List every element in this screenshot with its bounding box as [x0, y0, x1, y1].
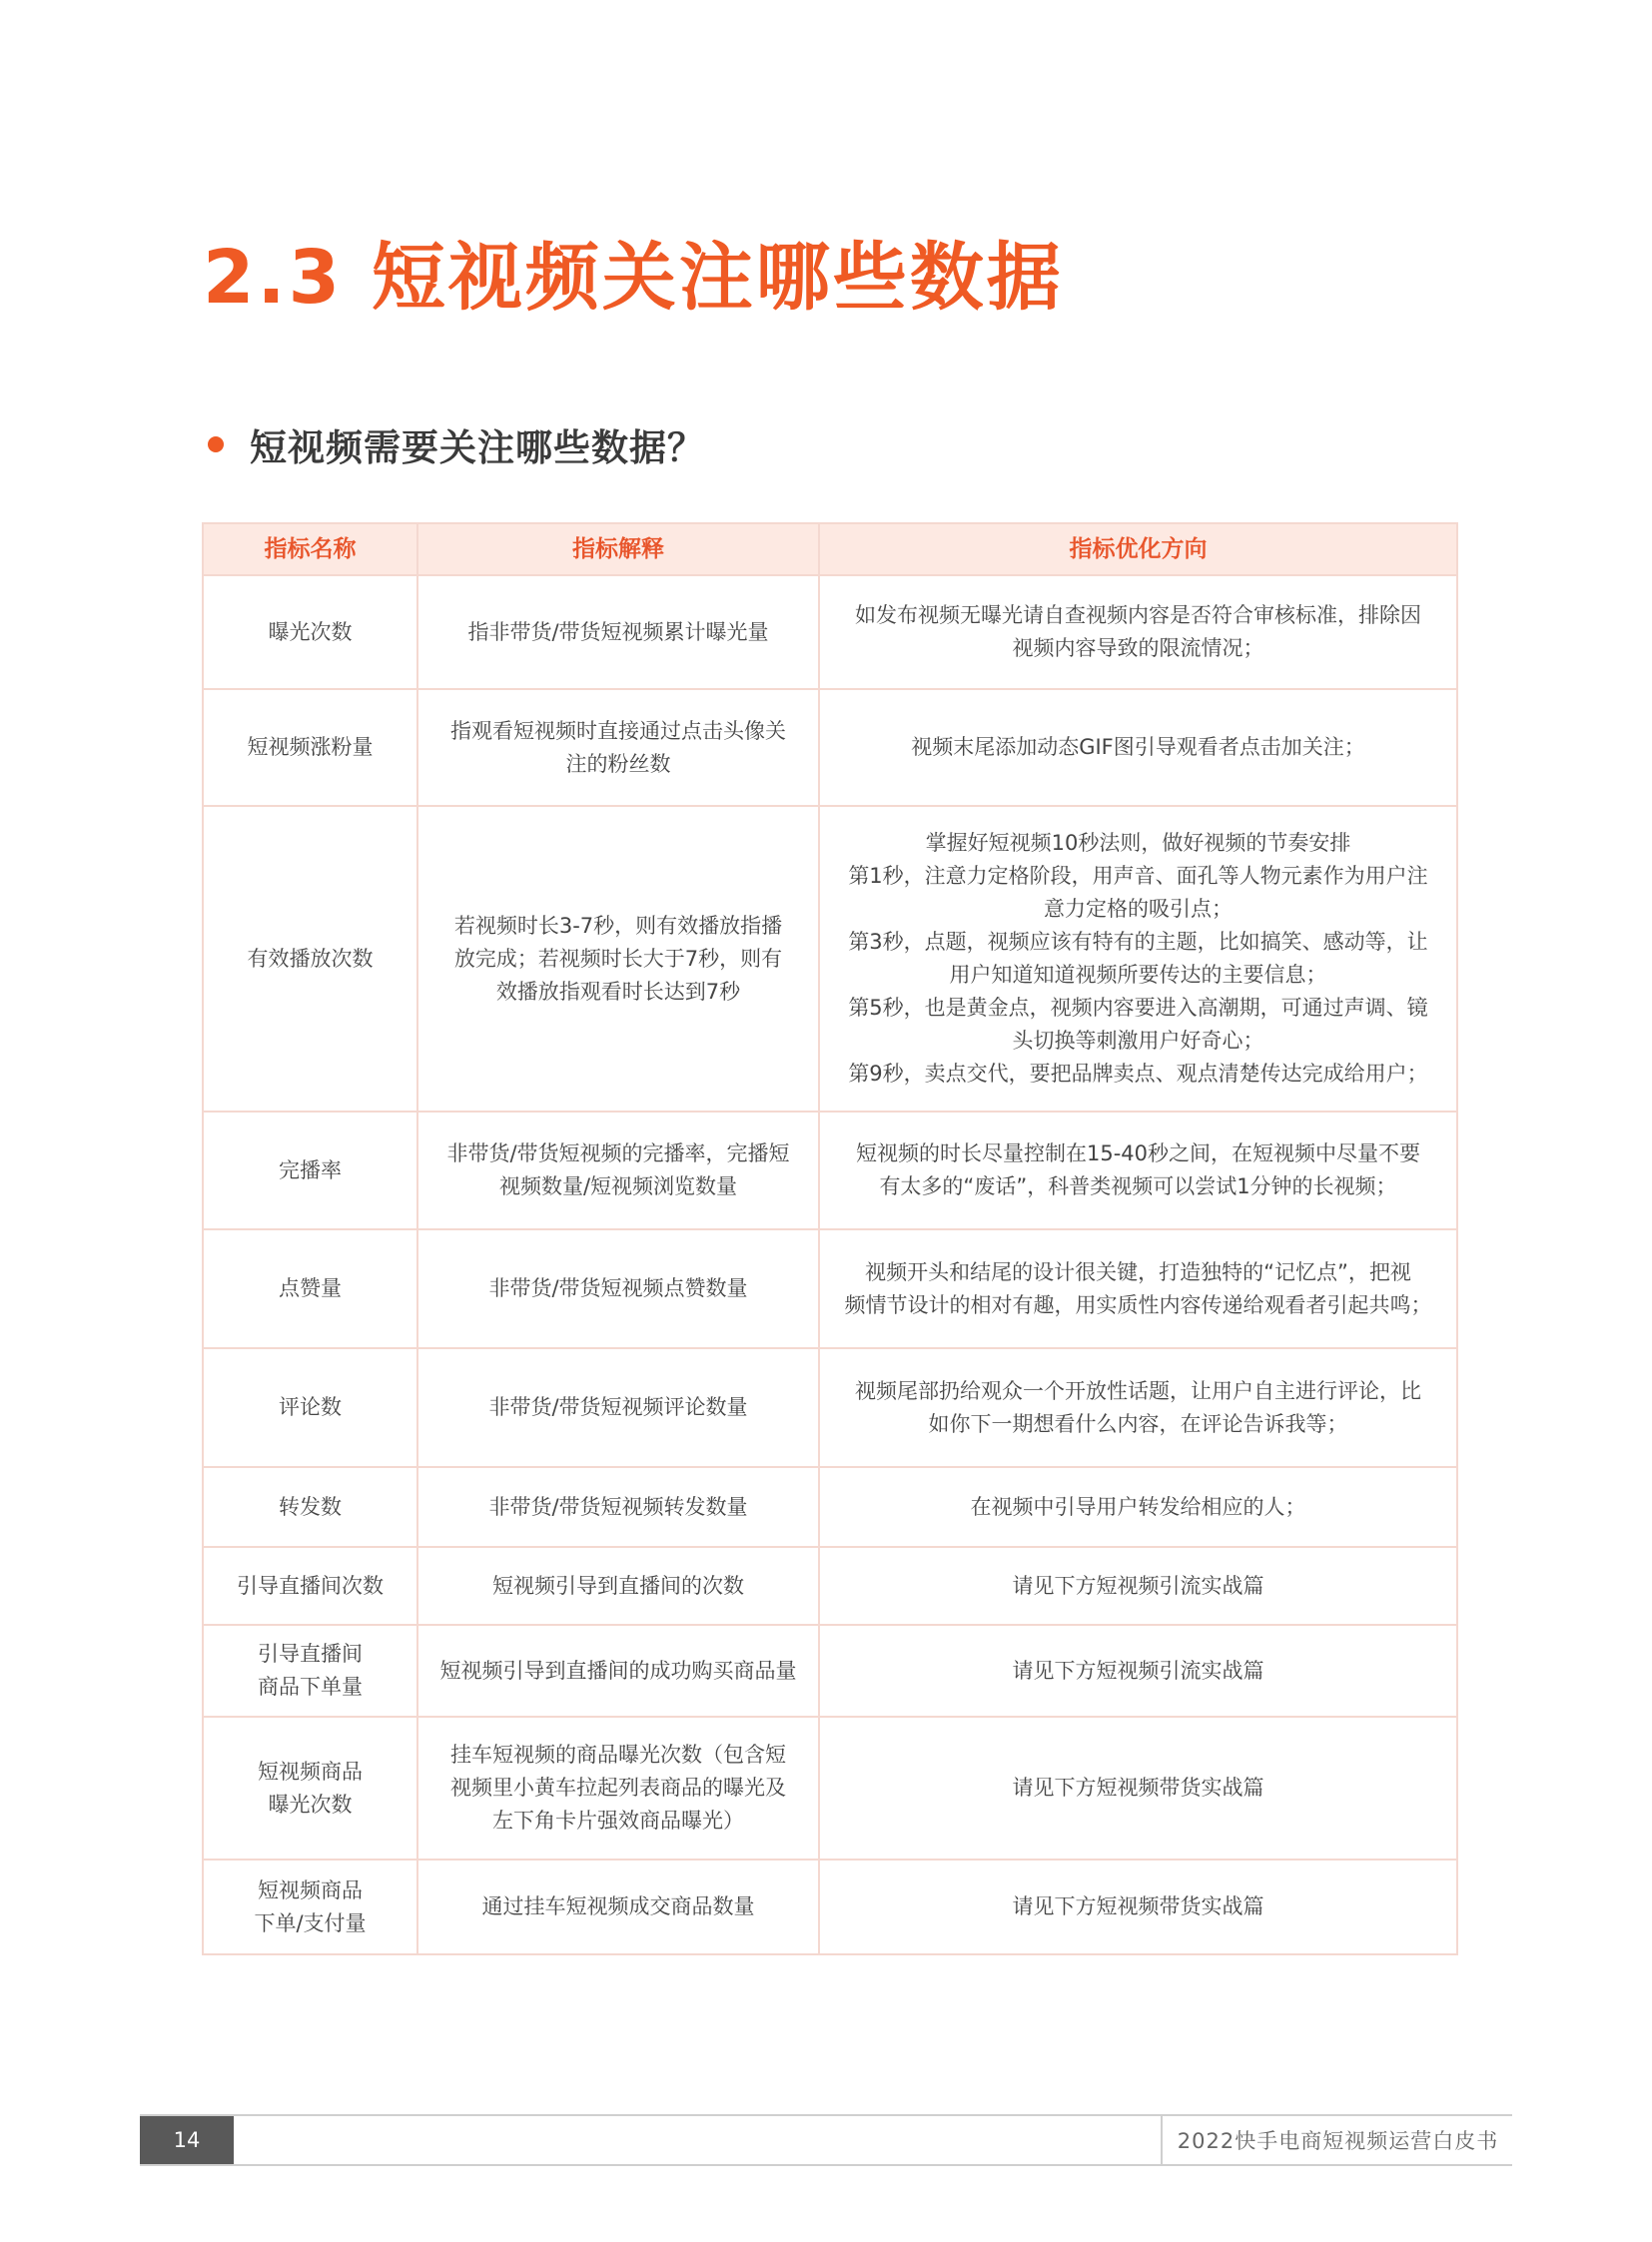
- table-header-row: [203, 523, 1457, 575]
- optimization-direction: 请见下方短视频引流实战篇: [819, 1625, 1457, 1717]
- metric-name: 有效播放次数: [203, 806, 417, 1112]
- metric-explanation: 非带货/带货短视频的完播率，完播短 视频数量/短视频浏览数量: [417, 1112, 819, 1229]
- metric-explanation: 指非带货/带货短视频累计曝光量: [417, 575, 819, 689]
- metric-name: 短视频商品 曝光次数: [203, 1717, 417, 1860]
- metric-name: 引导直播间 商品下单量: [203, 1625, 417, 1717]
- header-optimization-direction: 指标优化方向: [819, 523, 1457, 575]
- metric-name: 完播率: [203, 1112, 417, 1229]
- optimization-direction: 掌握好短视频10秒法则，做好视频的节奏安排 第1秒，注意力定格阶段，用声音、面孔等人物元素作为用户注 意力定格的吸引点； 第3秒，点题，视频应该有特有的主题，比如搞笑、感动等，让 用户知道知道视频所要传达的主要信息； 第5秒，也是黄金点，视频内容要进入高潮期，可通过声调、镜 头切换等刺激用户好奇心； 第9秒，卖点交代，要把品牌卖点、观点清楚传达完成给用户；: [819, 806, 1457, 1112]
- header-metric-explanation: 指标解释: [417, 523, 819, 575]
- table-row: [203, 1467, 1457, 1547]
- table-row: [203, 1112, 1457, 1229]
- table-row: [203, 1625, 1457, 1717]
- metric-explanation: 若视频时长3-7秒，则有效播放指播 放完成；若视频时长大于7秒，则有 效播放指观看时长达到7秒: [417, 806, 819, 1112]
- optimization-direction: 如发布视频无曝光请自查视频内容是否符合审核标准，排除因 视频内容导致的限流情况；: [819, 575, 1457, 689]
- metric-name: 短视频涨粉量: [203, 689, 417, 806]
- metric-name: 短视频商品 下单/支付量: [203, 1860, 417, 1954]
- metric-explanation: 非带货/带货短视频转发数量: [417, 1467, 819, 1547]
- metrics-table: [202, 522, 1458, 1955]
- page-title: 2.3 短视频关注哪些数据: [203, 235, 1064, 321]
- metric-explanation: 指观看短视频时直接通过点击头像关 注的粉丝数: [417, 689, 819, 806]
- page-number: 14: [140, 2116, 234, 2164]
- table-row: [203, 689, 1457, 806]
- optimization-direction: 请见下方短视频引流实战篇: [819, 1547, 1457, 1625]
- optimization-direction: 在视频中引导用户转发给相应的人；: [819, 1467, 1457, 1547]
- footer-book-title: 2022快手电商短视频运营白皮书: [1177, 2129, 1499, 2153]
- metric-name: 点赞量: [203, 1229, 417, 1348]
- metric-explanation: 短视频引导到直播间的次数: [417, 1547, 819, 1625]
- metric-name: 转发数: [203, 1467, 417, 1547]
- footer-bottom-rule: [140, 2164, 1512, 2166]
- metric-explanation: 非带货/带货短视频评论数量: [417, 1348, 819, 1467]
- metric-explanation: 短视频引导到直播间的成功购买商品量: [417, 1625, 819, 1717]
- metric-explanation: 通过挂车短视频成交商品数量: [417, 1860, 819, 1954]
- table-row: [203, 1860, 1457, 1954]
- metric-name: 曝光次数: [203, 575, 417, 689]
- metric-explanation: 挂车短视频的商品曝光次数（包含短 视频里小黄车拉起列表商品的曝光及 左下角卡片强效商品曝光）: [417, 1717, 819, 1860]
- optimization-direction: 请见下方短视频带货实战篇: [819, 1860, 1457, 1954]
- table-row: [203, 1717, 1457, 1860]
- optimization-direction: 视频末尾添加动态GIF图引导观看者点击加关注；: [819, 689, 1457, 806]
- table-row: [203, 575, 1457, 689]
- table-row: [203, 1547, 1457, 1625]
- metric-name: 引导直播间次数: [203, 1547, 417, 1625]
- optimization-direction: 视频尾部扔给观众一个开放性话题，让用户自主进行评论，比 如你下一期想看什么内容，在评论告诉我等；: [819, 1348, 1457, 1467]
- optimization-direction: 短视频的时长尽量控制在15-40秒之间，在短视频中尽量不要 有太多的“废话”，科普类视频可以尝试1分钟的长视频；: [819, 1112, 1457, 1229]
- optimization-direction: 视频开头和结尾的设计很关键，打造独特的“记忆点”，把视 频情节设计的相对有趣，用实质性内容传递给观看者引起共鸣；: [819, 1229, 1457, 1348]
- metric-explanation: 非带货/带货短视频点赞数量: [417, 1229, 819, 1348]
- bullet-dot-icon: [208, 436, 224, 452]
- table-row: [203, 1229, 1457, 1348]
- header-metric-name: 指标名称: [203, 523, 417, 575]
- section-subtitle: 短视频需要关注哪些数据？: [250, 426, 705, 469]
- footer-divider: [1161, 2116, 1163, 2164]
- section-heading: [208, 414, 705, 474]
- table-row: [203, 1348, 1457, 1467]
- optimization-direction: 请见下方短视频带货实战篇: [819, 1717, 1457, 1860]
- table-row: [203, 806, 1457, 1112]
- metric-name: 评论数: [203, 1348, 417, 1467]
